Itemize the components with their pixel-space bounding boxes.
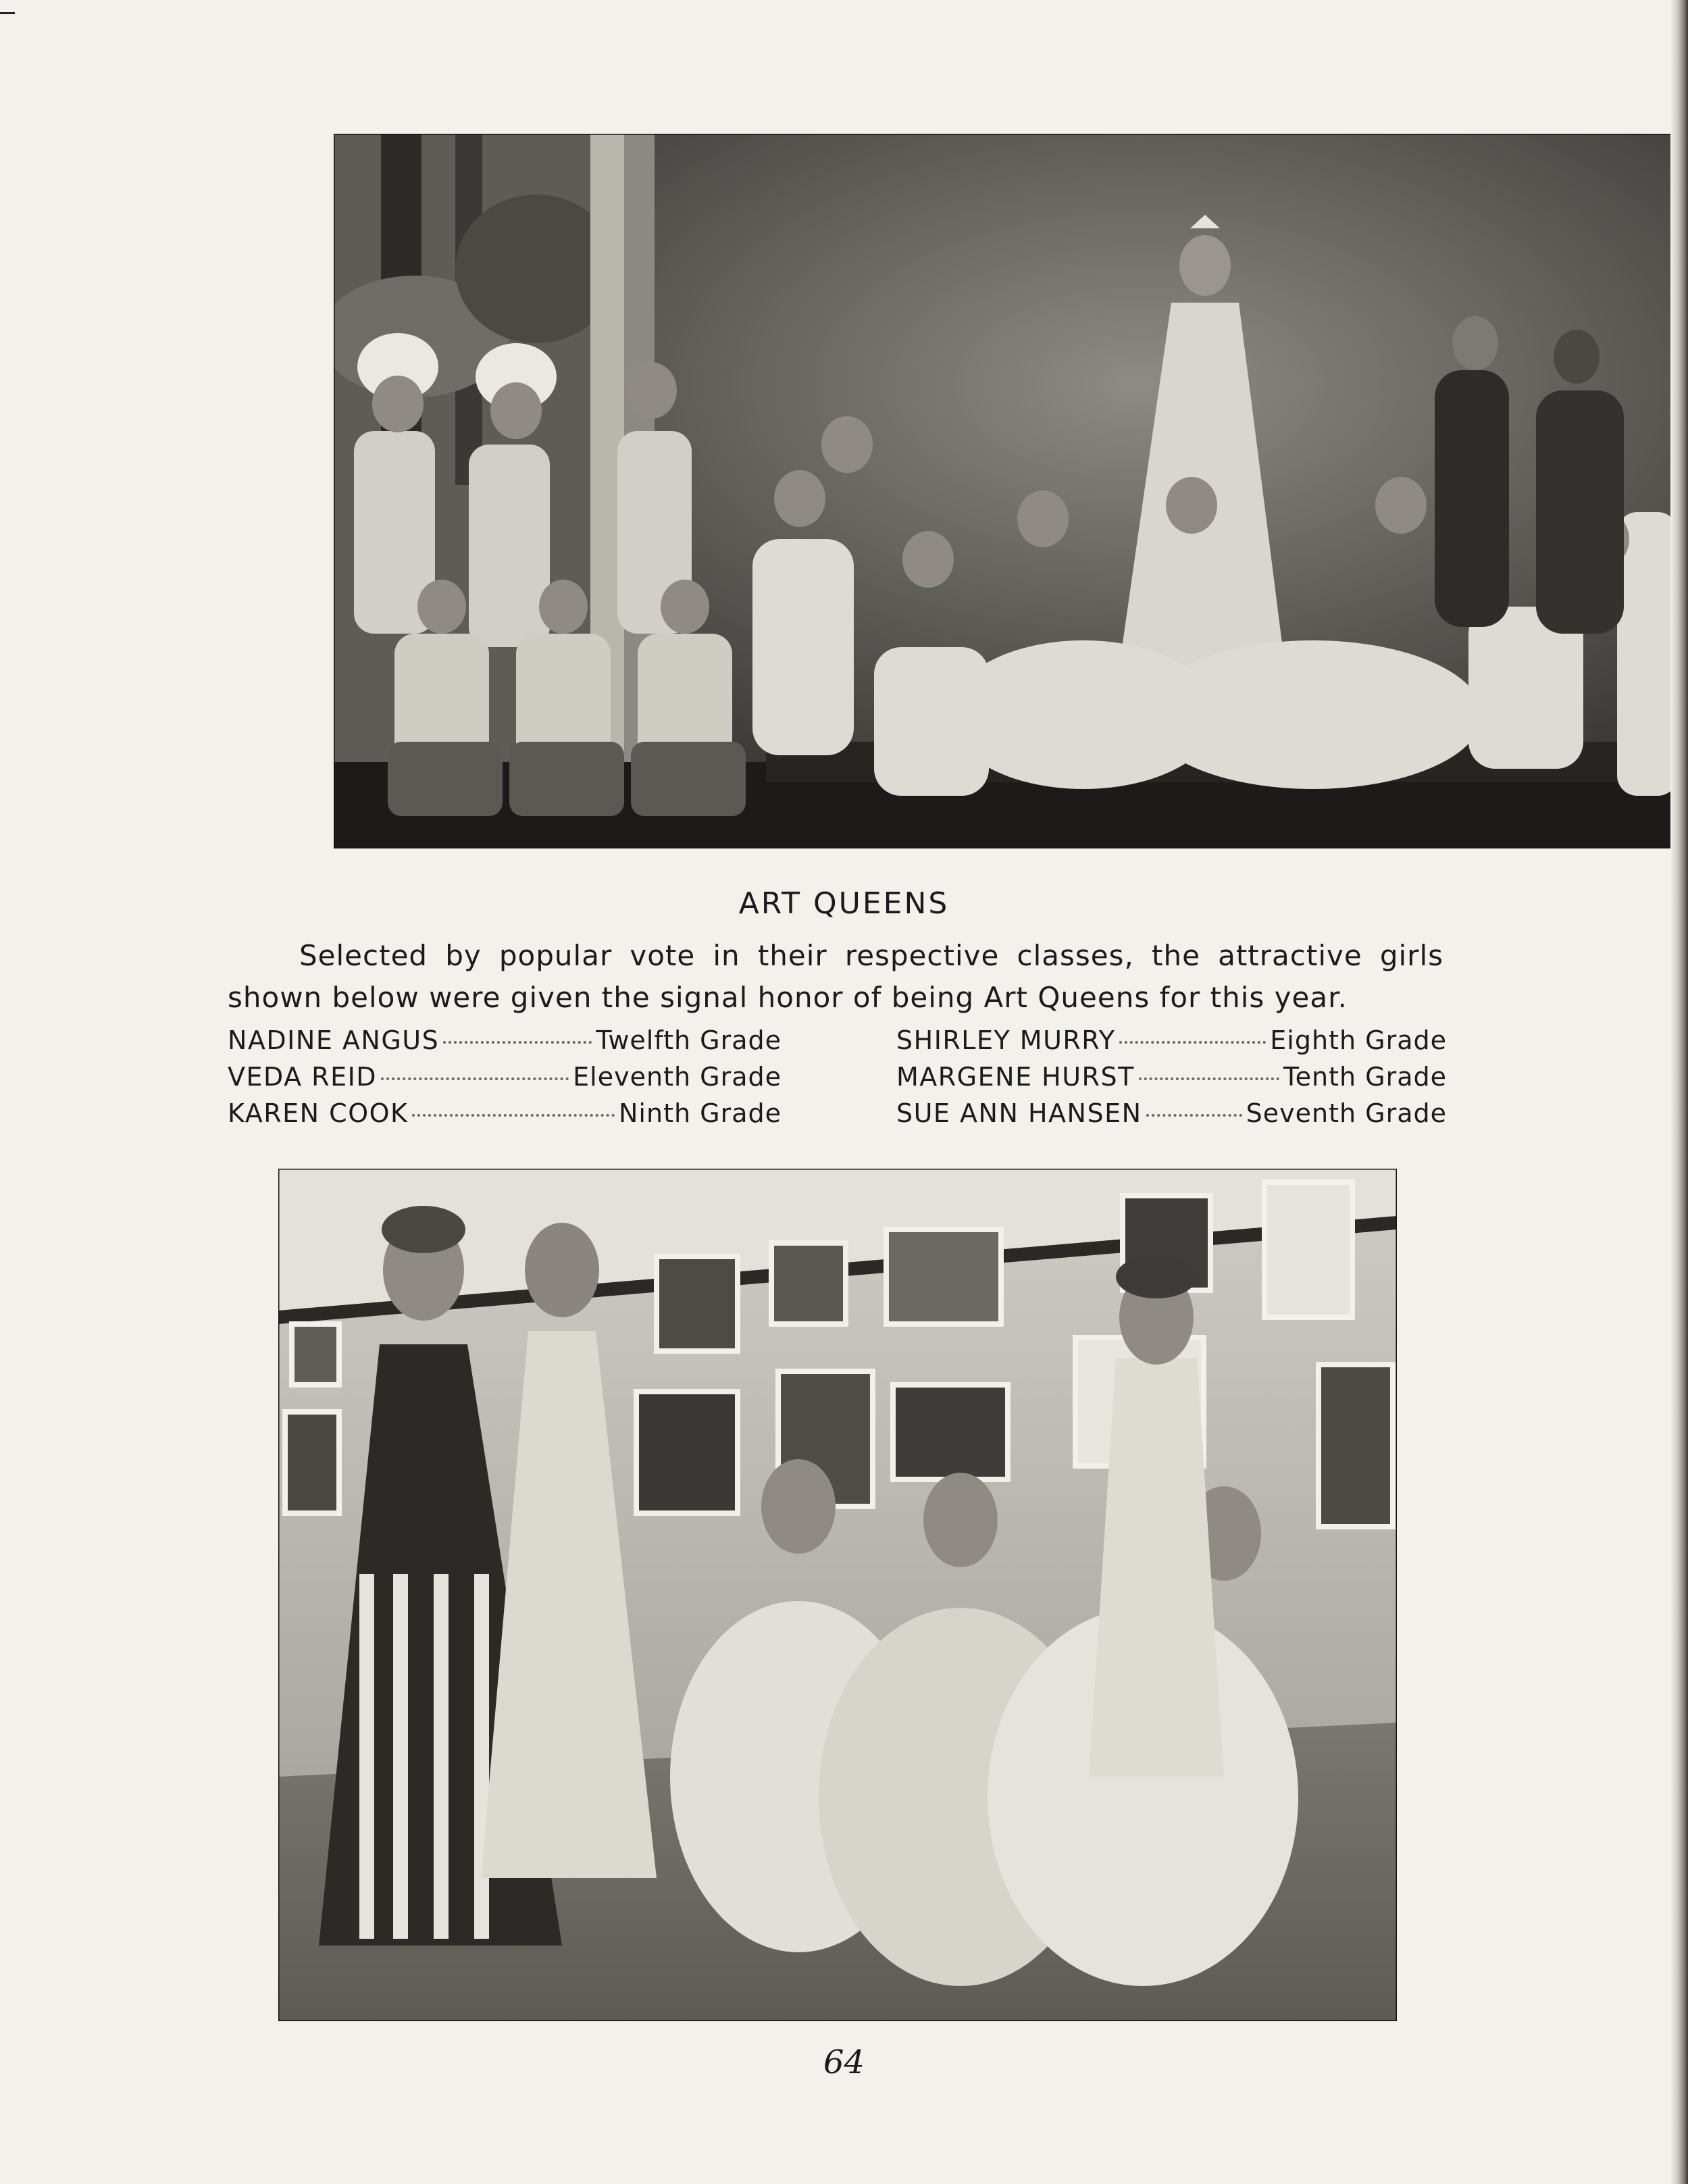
- stage-tableau-photo: [334, 134, 1678, 848]
- queen-row: [228, 1062, 782, 1098]
- queen-row: [228, 1025, 782, 1062]
- leader-dots: [1139, 1077, 1279, 1080]
- leader-dots: [443, 1041, 592, 1044]
- queen-name: NADINE ANGUS: [228, 1025, 440, 1055]
- section-description: [228, 935, 1443, 1019]
- leader-dots: [381, 1077, 569, 1080]
- queen-name: MARGENE HURST: [896, 1062, 1135, 1092]
- leader-dots: [1119, 1041, 1266, 1044]
- queen-row: [896, 1098, 1447, 1135]
- corner-mark: [0, 12, 15, 14]
- book-spine-shadow: [1670, 0, 1688, 2184]
- stage-tableau-image: [334, 134, 1678, 848]
- leader-dots: [1146, 1114, 1242, 1117]
- queen-name: SHIRLEY MURRY: [896, 1025, 1116, 1055]
- queens-list-left: [228, 1025, 782, 1135]
- queen-row: [228, 1098, 782, 1135]
- queen-grade: Ninth Grade: [619, 1098, 782, 1128]
- leader-dots: [412, 1114, 615, 1117]
- gallery-group-photo: [278, 1169, 1397, 2021]
- queen-grade: Seventh Grade: [1246, 1098, 1447, 1128]
- queen-grade: Tenth Grade: [1283, 1062, 1447, 1092]
- queen-row: [896, 1025, 1447, 1062]
- queen-name: VEDA REID: [228, 1062, 378, 1092]
- gallery-group-image: [278, 1169, 1397, 2021]
- page-number: 64: [823, 2043, 865, 2081]
- queen-name: SUE ANN HANSEN: [896, 1098, 1142, 1128]
- queen-grade: Eleventh Grade: [573, 1062, 782, 1092]
- description-text: Selected by popular vote in their respective classes, the attractive girls shown below were given the signal honor of being Art Queens for this year.: [228, 939, 1443, 1014]
- section-heading: ART QUEENS: [738, 886, 950, 921]
- queen-row: [896, 1062, 1447, 1098]
- queens-list-right: [896, 1025, 1447, 1135]
- queen-grade: Eighth Grade: [1270, 1025, 1447, 1055]
- queen-grade: Twelfth Grade: [596, 1025, 782, 1055]
- queen-name: KAREN COOK: [228, 1098, 409, 1128]
